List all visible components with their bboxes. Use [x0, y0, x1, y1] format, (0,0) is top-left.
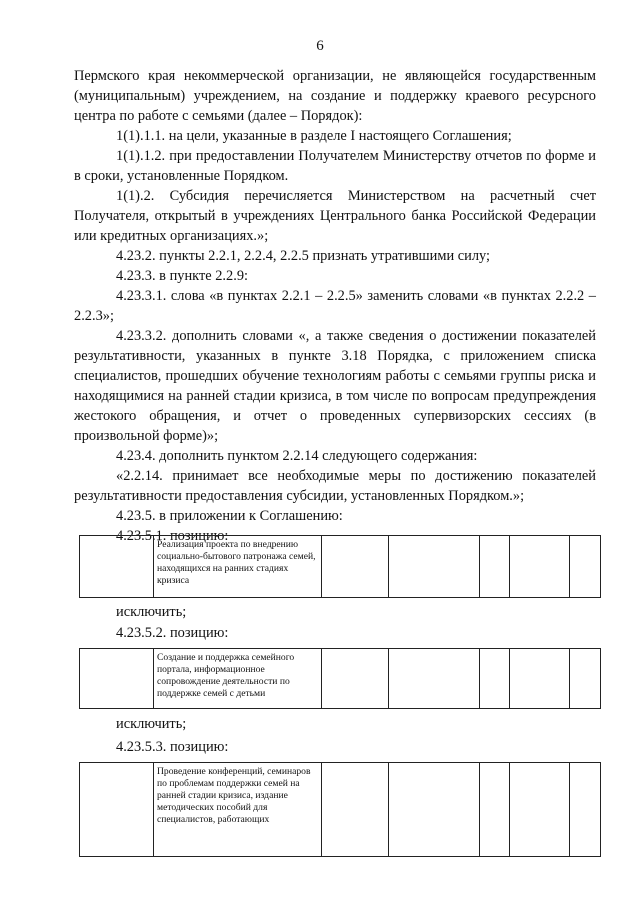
- paragraph: 4.23.5.1. позицию:: [116, 528, 229, 544]
- table-cell: [570, 649, 601, 709]
- table-cell: [480, 649, 510, 709]
- table-cell: [480, 536, 510, 598]
- position-label-2: 4.23.5.2. позицию:: [116, 625, 229, 641]
- paragraph: 4.23.3.2. дополнить словами «, а также сведения о достижении показателей результативности, указанных в пункте 3.18 Порядка, с приложением списка специалистов, прошедших обучение технологиям работы с семьями группы риска и находящимися на ранней стадии кризиса, в том числе по вопросам предупреждения жестокого обращения, и отчет о проведенных супервизорских сессиях (в произвольной форме)»;: [74, 328, 596, 444]
- table-cell-position-name: Реализация проекта по внедрению социально-бытового патронажа семей, находящихся на ранних стадиях кризиса: [154, 536, 322, 598]
- body-text: [74, 66, 596, 546]
- table-cell: [322, 536, 389, 598]
- paragraph: 4.23.3. в пункте 2.2.9:: [116, 268, 249, 284]
- table-cell: [80, 763, 154, 857]
- table-cell: [389, 649, 480, 709]
- position-table-1: [79, 535, 601, 598]
- position-table-2: [79, 648, 601, 709]
- table-cell-position-name: Создание и поддержка семейного портала, информационное сопровождение деятельности по поддержке семей с детьми: [154, 649, 322, 709]
- table-cell: [322, 649, 389, 709]
- table-cell: [389, 763, 480, 857]
- paragraph: 4.23.5. в приложении к Соглашению:: [116, 508, 343, 524]
- paragraph: 1(1).2. Субсидия перечисляется Министерством на расчетный счет Получателя, открытый в учреждениях Центрального банка Российской Федерации или кредитных организациях.»;: [74, 188, 596, 244]
- position-label-3: 4.23.5.3. позицию:: [116, 739, 229, 755]
- table-cell: [570, 763, 601, 857]
- table-cell: [510, 536, 570, 598]
- table-cell: [389, 536, 480, 598]
- paragraph: 4.23.3.1. слова «в пунктах 2.2.1 – 2.2.5» заменить словами «в пунктах 2.2.2 – 2.2.3»;: [74, 288, 596, 324]
- exclude-text-2: исключить;: [116, 716, 187, 732]
- table-cell: [510, 649, 570, 709]
- table-cell: [480, 763, 510, 857]
- position-table-3: [79, 762, 601, 857]
- paragraph: 1(1).1.2. при предоставлении Получателем Министерству отчетов по форме и в сроки, установленные Порядком.: [74, 148, 596, 184]
- table-cell: [322, 763, 389, 857]
- page-number: 6: [316, 38, 324, 54]
- table-cell: [570, 536, 601, 598]
- table-cell: [80, 649, 154, 709]
- paragraph: 1(1).1.1. на цели, указанные в разделе I настоящего Соглашения;: [116, 128, 512, 144]
- paragraph: Пермского края некоммерческой организации, не являющейся государственным (муниципальным) учреждением, на создание и поддержку краевого ресурсного центра по работе с семьями (далее – Порядок):: [74, 68, 596, 124]
- paragraph: 4.23.4. дополнить пунктом 2.2.14 следующего содержания:: [116, 448, 478, 464]
- paragraph: «2.2.14. принимает все необходимые меры по достижению показателей результативности предоставления субсидии, установленных Порядком.»;: [74, 468, 596, 504]
- table-cell-position-name: Проведение конференций, семинаров по проблемам поддержки семей на ранней стадии кризиса, издание методических пособий для специалистов, работающих: [154, 763, 322, 857]
- exclude-text-1: исключить;: [116, 604, 187, 620]
- table-cell: [510, 763, 570, 857]
- table-cell: [80, 536, 154, 598]
- paragraph: 4.23.2. пункты 2.2.1, 2.2.4, 2.2.5 признать утратившими силу;: [116, 248, 491, 264]
